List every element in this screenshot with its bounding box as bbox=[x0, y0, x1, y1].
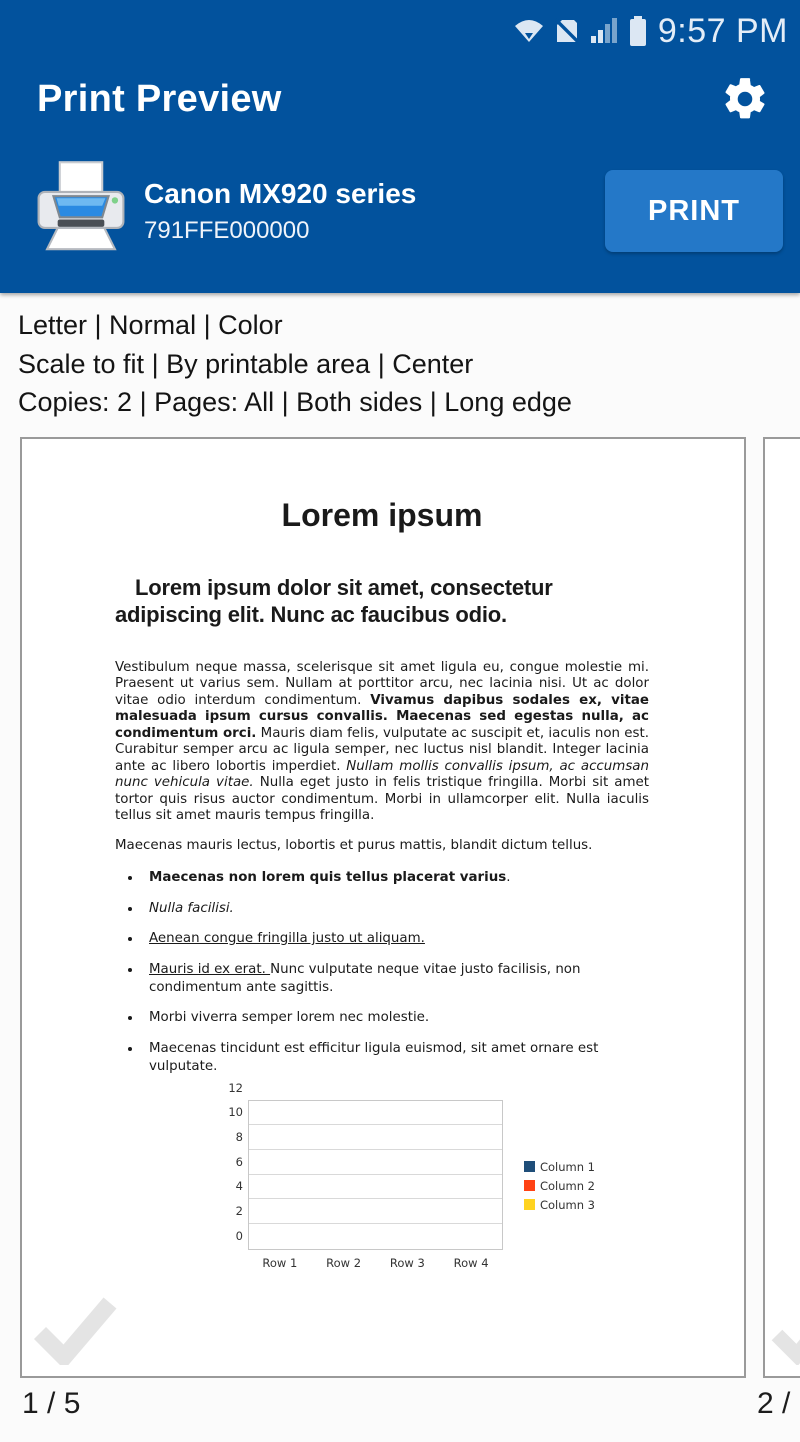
bullet-item: • Nulla facilisi. bbox=[142, 900, 649, 918]
chart-y-tick: 6 bbox=[235, 1154, 243, 1169]
status-bar bbox=[0, 0, 800, 56]
legend-swatch-icon bbox=[524, 1161, 535, 1172]
page-number-indicator: 1 / 5 bbox=[22, 1386, 81, 1420]
document-paragraph: Vestibulum neque massa, scelerisque sit amet ligula eu, congue molestie mi. Praesent ut varius sem. Nullam at porttitor arcu, nec lacinia nisi. Ut ac dolor vitae odio interdum condimentum. Vivamus dapibus sodales ex, vitae malesuada ipsum cursus convallis. Maecenas sed egestas nulla, ac condimentum orci. Mauris diam felis, vulputate ac suscipit et, iaculis non est. Curabitur semper arcu ac ligula semper, nec luctus nisl blandit. Integer lacinia ante ac libero lobortis imperdiet. Nullam mollis convallis ipsum, ac accumsan nunc vehicula vitae. Nulla eget justo in felis tristique fringilla. Morbi sit amet tortor quis risus auctor condimentum. Morbi in ullamcorper elit. Nulla iaculis tellus sit amet mauris tempus fringilla. bbox=[115, 659, 649, 823]
no-sim-icon bbox=[553, 17, 581, 45]
bullet-item: • Morbi viverra semper lorem nec molestie. bbox=[142, 1009, 649, 1027]
gear-icon[interactable] bbox=[720, 74, 770, 124]
page-title: Print Preview bbox=[37, 77, 282, 120]
bullet-item: • Aenean congue fringilla justo ut aliquam. bbox=[142, 930, 649, 948]
settings-line-paper: Letter | Normal | Color bbox=[18, 310, 283, 340]
chart-x-label: Row 1 bbox=[262, 1255, 298, 1270]
chart-legend-entry: Column 2 bbox=[524, 1179, 595, 1193]
bar-chart bbox=[220, 1080, 595, 1279]
chart-legend bbox=[524, 1160, 595, 1212]
signal-strength-icon bbox=[590, 17, 620, 45]
chart-y-tick: 2 bbox=[235, 1203, 243, 1218]
page-number-indicator: 2 / bbox=[757, 1386, 791, 1420]
chart-x-label: Row 4 bbox=[453, 1255, 489, 1270]
chart-x-labels bbox=[248, 1256, 503, 1270]
chart-x-label: Row 2 bbox=[326, 1255, 362, 1270]
chart-y-tick: 10 bbox=[228, 1105, 243, 1120]
printer-id: 791FFE000000 bbox=[144, 216, 310, 244]
app-header bbox=[0, 0, 800, 293]
bullet-item: • Maecenas non lorem quis tellus placerat varius. bbox=[142, 869, 649, 887]
document-title: Lorem ipsum bbox=[281, 496, 483, 533]
chart-x-label: Row 3 bbox=[389, 1255, 425, 1270]
bullet-item: • Maecenas tincidunt est efficitur ligula euismod, sit amet ornare est vulputate. bbox=[142, 1040, 649, 1076]
document-bullet-list bbox=[115, 869, 649, 1076]
battery-icon bbox=[629, 15, 647, 47]
settings-line-scale: Scale to fit | By printable area | Center bbox=[18, 348, 474, 379]
document-content bbox=[22, 439, 744, 1376]
chart-plot-area bbox=[228, 1080, 503, 1250]
printer-icon bbox=[28, 158, 134, 264]
document-heading: Lorem ipsum dolor sit amet, consectetur adipiscing elit. Nunc ac faucibus odio. bbox=[115, 574, 553, 627]
chart-legend-entry: Column 1 bbox=[524, 1160, 595, 1174]
page-preview-2[interactable] bbox=[763, 437, 800, 1378]
chart-legend-entry: Column 3 bbox=[524, 1198, 595, 1212]
settings-line-copies: Copies: 2 | Pages: All | Both sides | Long edge bbox=[18, 387, 572, 417]
print-settings-summary bbox=[0, 293, 800, 432]
chart-y-tick: 12 bbox=[228, 1080, 243, 1095]
preview-area bbox=[0, 432, 800, 1442]
wifi-icon bbox=[514, 18, 544, 44]
chart-y-tick: 0 bbox=[235, 1228, 243, 1243]
chart-y-tick: 4 bbox=[235, 1179, 243, 1194]
print-button[interactable]: PRINT bbox=[605, 170, 783, 252]
bullet-item: • Mauris id ex erat. Nunc vulputate neque vitae justo facilisis, non condimentum ante sagittis. bbox=[142, 961, 649, 997]
status-time: 9:57 PM bbox=[657, 11, 788, 50]
legend-swatch-icon bbox=[524, 1180, 535, 1191]
legend-swatch-icon bbox=[524, 1199, 535, 1210]
printer-name: Canon MX920 series bbox=[144, 177, 417, 209]
check-mark-icon bbox=[771, 1305, 800, 1370]
chart-y-tick: 8 bbox=[235, 1129, 243, 1144]
check-mark-icon bbox=[28, 1295, 120, 1370]
document-paragraph: Maecenas mauris lectus, lobortis et purus mattis, blandit dictum tellus. bbox=[115, 837, 593, 853]
page-preview-1[interactable] bbox=[20, 437, 746, 1378]
printer-selector[interactable] bbox=[0, 158, 800, 264]
